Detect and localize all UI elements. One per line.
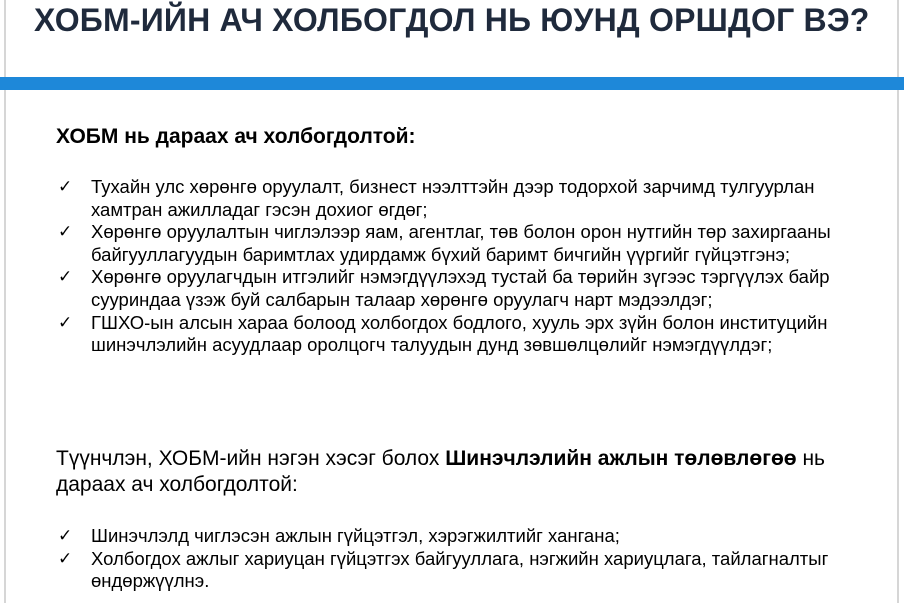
checklist-item xyxy=(56,176,876,221)
checklist-item xyxy=(56,525,876,548)
check-icon: ✓ xyxy=(58,548,73,569)
check-icon: ✓ xyxy=(58,222,73,243)
reform-plan-checklist xyxy=(56,525,876,593)
section-heading: ХОБМ нь дараах ач холбогдолтой: xyxy=(56,125,416,148)
checklist-item-text: Хөрөнгө оруулагчдын итгэлийг нэмэгдүүлэхэд тустай ба төрийн зүгээс тэргүүлэх байр сууриндаа үзэж буй салбарын талаар хөрөнгө оруулагч нарт мэдээлдэг; xyxy=(91,266,830,310)
right-border-line xyxy=(897,0,899,603)
check-icon: ✓ xyxy=(58,312,73,333)
check-icon: ✓ xyxy=(58,267,73,288)
paragraph-text-start: Түүнчлэн, ХОБМ-ийн нэгэн хэсэг болох xyxy=(56,447,446,470)
check-icon: ✓ xyxy=(58,177,73,197)
importance-checklist xyxy=(56,176,876,357)
checklist-item-text: Хөрөнгө оруулалтын чиглэлээр яам, агентлаг, төв болон орон нутгийн төр захиргааны байгууллагуудын баримтлах удирдамж бүхий баримт бичгийн үүргийг гүйцэтгэнэ; xyxy=(91,221,831,265)
checklist-item xyxy=(56,221,876,266)
checklist-item xyxy=(56,266,876,311)
check-icon: ✓ xyxy=(58,526,73,546)
checklist-item-text: Шинэчлэлд чиглэсэн ажлын гүйцэтгэл, хэрэгжилтийг хангана; xyxy=(91,525,620,546)
checklist-item-text: ГШХО-ын алсын хараа болоод холбогдох бодлого, хууль эрх зүйн болон институцийн шинэчлэлийн асуудлаар оролцогч талуудын дунд зөвшөлцөлийг нэмэгдүүлдэг; xyxy=(91,311,828,356)
reform-plan-term: Шинэчлэлийн ажлын төлөвлөгөө xyxy=(445,447,797,470)
left-border-line xyxy=(4,0,6,603)
checklist-item-text: Тухайн улс хөрөнгө оруулалт, бизнест нээлттэйн дээр тодорхой зарчимд тулгуурлан хамтран ажилладаг гэсэн дохиог өгдөг; xyxy=(91,176,815,220)
checklist-item xyxy=(56,548,876,593)
reform-plan-paragraph xyxy=(56,446,876,498)
checklist-item xyxy=(56,312,876,357)
checklist-item-text: Холбогдох ажлыг хариуцан гүйцэтгэх байгууллага, нэгжийн хариуцлага, тайлагналтыг өндөржүүлнэ. xyxy=(91,547,829,592)
paragraph-text-end: нь дараах ач холбогдолтой: xyxy=(56,447,825,496)
title-accent-bar xyxy=(0,77,904,90)
slide-title: ХОБМ-ИЙН АЧ ХОЛБОГДОЛ НЬ ЮУНД ОРШДОГ ВЭ? xyxy=(34,2,870,38)
